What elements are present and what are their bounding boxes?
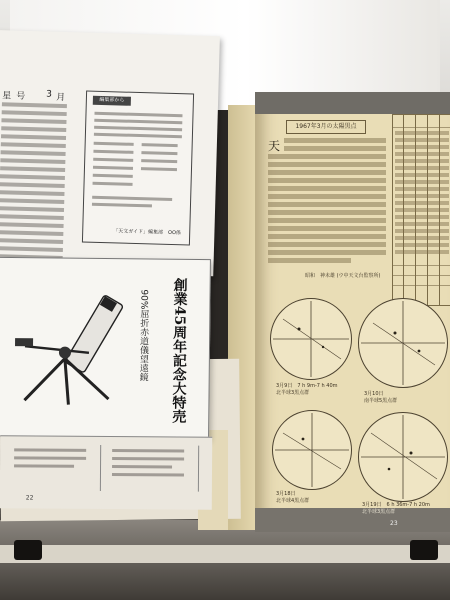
sun-disk-3-label: 3月18日 (276, 491, 296, 497)
right-page-header-band (255, 92, 450, 114)
drop-cap: 天 (268, 139, 281, 153)
editorial-text-block (0, 89, 67, 264)
sun-disk-3 (272, 410, 352, 490)
right-page-number: 23 (390, 520, 398, 527)
sun-disk-4-note: 北半球3黒点群 (362, 509, 396, 515)
telescope-illustration (4, 288, 135, 409)
sun-disk-1-note: 北半球3黒点群 (276, 390, 310, 396)
text-char-2: 号 (16, 91, 26, 102)
stand-clip-left (14, 540, 42, 560)
notice-box-signature: 「天文ガイド」編集部 OO係 (113, 228, 182, 237)
stand-clip-right (410, 540, 438, 560)
article-byline: 昭和 神未雄 (ウ中天文台監察所) (305, 273, 381, 279)
sun-disk-4-label: 3月19日 6 h 36m-7 h 20m (362, 502, 430, 508)
article-text-block (268, 138, 386, 266)
sun-disk-2-note: 南半球5黒点群 (364, 398, 398, 404)
sun-disk-2-label: 3月10日 (364, 391, 384, 397)
telescope-advertisement (0, 257, 211, 439)
sun-disk-4 (358, 412, 448, 502)
text-char-4: 月 (55, 92, 66, 104)
editorial-notice-box (82, 91, 194, 246)
ad-footer-strip (0, 435, 212, 509)
sun-disk-1 (270, 298, 352, 380)
right-page-footer-band (255, 508, 450, 532)
sun-disk-2 (358, 298, 448, 388)
sunspot-data-table (392, 114, 450, 306)
left-page-number: 22 (25, 494, 34, 502)
sunspot-article-title: 1967年3月の太陽黒点 (286, 120, 366, 134)
notice-box-header: 編集部から (93, 96, 131, 106)
ad-title: 創業45周年記念大特売 (170, 277, 188, 424)
stand-lip (0, 545, 450, 563)
sun-disk-1-label: 3月9日 7 h 9m-7 h 40m (276, 383, 338, 389)
ad-subtitle: 90%屈折赤道儀望遠鏡 (137, 289, 149, 382)
text-char-1: 星 (2, 91, 12, 102)
sun-disk-3-note: 北半球4黒点群 (276, 498, 310, 504)
text-char-3: 3 (46, 89, 53, 100)
